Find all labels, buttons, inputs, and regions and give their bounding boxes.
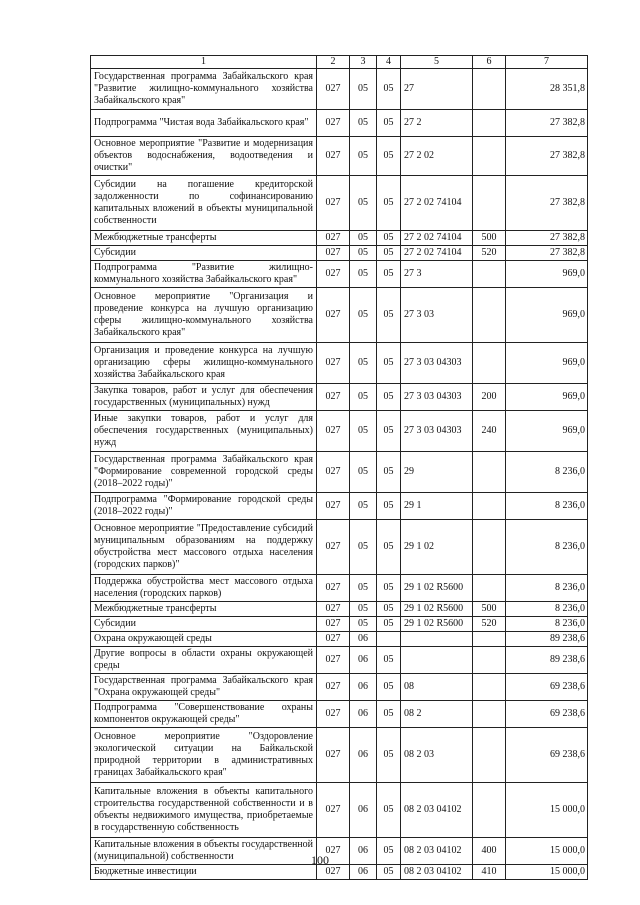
cell-amount: 8 236,0: [506, 493, 588, 520]
cell-name: Субсидии: [91, 246, 317, 261]
cell-expense-type: [473, 674, 506, 701]
column-header-4: 4: [377, 56, 401, 69]
cell-name: Межбюджетные трансферты: [91, 602, 317, 617]
cell-amount: 8 236,0: [506, 452, 588, 493]
cell-name: Капитальные вложения в объекты государственной (муниципальной) собственности: [91, 838, 317, 865]
cell-section: 06: [350, 838, 377, 865]
cell-subsection: 05: [377, 411, 401, 452]
table-row: [91, 137, 588, 176]
cell-amount: 27 382,8: [506, 110, 588, 137]
cell-expense-type: 520: [473, 246, 506, 261]
cell-target-article: 27 2 02: [401, 137, 473, 176]
cell-section: 06: [350, 728, 377, 783]
cell-subsection: 05: [377, 728, 401, 783]
cell-target-article: 08 2 03: [401, 728, 473, 783]
cell-name: Бюджетные инвестиции: [91, 865, 317, 880]
cell-target-article: 29 1 02 R5600: [401, 602, 473, 617]
cell-section: 05: [350, 231, 377, 246]
cell-expense-type: 520: [473, 617, 506, 632]
column-header-2: 2: [317, 56, 350, 69]
cell-expense-type: [473, 632, 506, 647]
table-row: [91, 783, 588, 838]
cell-amount: 28 351,8: [506, 69, 588, 110]
cell-admin-code: 027: [317, 411, 350, 452]
cell-admin-code: 027: [317, 246, 350, 261]
cell-section: 05: [350, 602, 377, 617]
cell-section: 05: [350, 493, 377, 520]
table-body: [91, 69, 588, 880]
cell-name: Межбюджетные трансферты: [91, 231, 317, 246]
cell-admin-code: 027: [317, 865, 350, 880]
cell-amount: 89 238,6: [506, 647, 588, 674]
cell-section: 05: [350, 246, 377, 261]
cell-name: Подпрограмма "Развитие жилищно-коммунального хозяйства Забайкальского края": [91, 261, 317, 288]
cell-expense-type: [473, 261, 506, 288]
cell-section: 05: [350, 452, 377, 493]
cell-target-article: 27 3 03 04303: [401, 384, 473, 411]
cell-expense-type: [473, 452, 506, 493]
column-header-7: 7: [506, 56, 588, 69]
cell-name: Государственная программа Забайкальского края "Формирование современной городской среды (2018–2022 годы)": [91, 452, 317, 493]
cell-admin-code: 027: [317, 617, 350, 632]
cell-target-article: 29 1 02: [401, 520, 473, 575]
table-row: [91, 602, 588, 617]
table-row: [91, 384, 588, 411]
cell-section: 05: [350, 288, 377, 343]
cell-subsection: 05: [377, 110, 401, 137]
cell-target-article: 29 1 02 R5600: [401, 617, 473, 632]
cell-target-article: 08 2 03 04102: [401, 865, 473, 880]
table-row: [91, 231, 588, 246]
table-row: [91, 452, 588, 493]
cell-section: 05: [350, 261, 377, 288]
cell-target-article: 27 2: [401, 110, 473, 137]
table-row: [91, 261, 588, 288]
cell-amount: 969,0: [506, 384, 588, 411]
cell-subsection: 05: [377, 520, 401, 575]
cell-section: 05: [350, 176, 377, 231]
cell-subsection: 05: [377, 575, 401, 602]
cell-admin-code: 027: [317, 384, 350, 411]
cell-name: Основное мероприятие "Организация и проведение конкурса на лучшую организацию сферы жилищно-коммунального хозяйства Забайкальского края": [91, 288, 317, 343]
cell-subsection: 05: [377, 246, 401, 261]
cell-name: Основное мероприятие "Развитие и модернизация объектов водоснабжения, водоотведения и очистки": [91, 137, 317, 176]
cell-target-article: 08 2: [401, 701, 473, 728]
cell-admin-code: 027: [317, 452, 350, 493]
header-row: [91, 56, 588, 69]
cell-expense-type: [473, 343, 506, 384]
table-row: [91, 110, 588, 137]
cell-admin-code: 027: [317, 288, 350, 343]
cell-target-article: 27 2 02 74104: [401, 231, 473, 246]
table-row: [91, 176, 588, 231]
cell-amount: 69 238,6: [506, 674, 588, 701]
cell-section: 05: [350, 520, 377, 575]
cell-expense-type: 200: [473, 384, 506, 411]
cell-section: 06: [350, 783, 377, 838]
cell-name: Субсидии: [91, 617, 317, 632]
cell-subsection: 05: [377, 288, 401, 343]
budget-table: [90, 55, 588, 880]
cell-target-article: 29 1 02 R5600: [401, 575, 473, 602]
cell-expense-type: [473, 575, 506, 602]
cell-amount: 15 000,0: [506, 783, 588, 838]
page-number: 100: [311, 853, 329, 867]
cell-name: Государственная программа Забайкальского края "Охрана окружающей среды": [91, 674, 317, 701]
cell-section: 05: [350, 110, 377, 137]
cell-section: 05: [350, 69, 377, 110]
cell-section: 06: [350, 647, 377, 674]
table-row: [91, 520, 588, 575]
cell-admin-code: 027: [317, 674, 350, 701]
cell-subsection: 05: [377, 343, 401, 384]
table-row: [91, 69, 588, 110]
cell-expense-type: 500: [473, 602, 506, 617]
cell-admin-code: 027: [317, 261, 350, 288]
cell-subsection: 05: [377, 176, 401, 231]
table-row: [91, 493, 588, 520]
cell-expense-type: [473, 647, 506, 674]
cell-name: Организация и проведение конкурса на лучшую организацию сферы жилищно-коммунального хозяйства Забайкальского края: [91, 343, 317, 384]
table-row: [91, 575, 588, 602]
table-row: [91, 701, 588, 728]
cell-subsection: 05: [377, 783, 401, 838]
cell-name: Подпрограмма "Чистая вода Забайкальского края": [91, 110, 317, 137]
cell-amount: 69 238,6: [506, 728, 588, 783]
cell-expense-type: [473, 493, 506, 520]
cell-expense-type: [473, 69, 506, 110]
cell-expense-type: 410: [473, 865, 506, 880]
cell-target-article: 27 3: [401, 261, 473, 288]
table-row: [91, 728, 588, 783]
cell-amount: 89 238,6: [506, 632, 588, 647]
cell-amount: 969,0: [506, 411, 588, 452]
cell-amount: 15 000,0: [506, 865, 588, 880]
cell-expense-type: [473, 728, 506, 783]
cell-subsection: 05: [377, 69, 401, 110]
cell-expense-type: [473, 783, 506, 838]
cell-target-article: 27 2 02 74104: [401, 176, 473, 231]
cell-amount: 8 236,0: [506, 617, 588, 632]
cell-admin-code: 027: [317, 575, 350, 602]
cell-amount: 69 238,6: [506, 701, 588, 728]
cell-name: Основное мероприятие "Предоставление субсидий муниципальным образованиям на поддержку обустройства мест массового отдыха населения (городских парков)": [91, 520, 317, 575]
cell-section: 06: [350, 674, 377, 701]
cell-name: Поддержка обустройства мест массового отдыха населения (городских парков): [91, 575, 317, 602]
cell-name: Субсидии на погашение кредиторской задолженности по софинансированию капитальных вложений в объекты муниципальной собственности: [91, 176, 317, 231]
table-row: [91, 632, 588, 647]
cell-name: Другие вопросы в области охраны окружающей среды: [91, 647, 317, 674]
cell-target-article: 27 3 03 04303: [401, 343, 473, 384]
cell-amount: 8 236,0: [506, 602, 588, 617]
cell-subsection: 05: [377, 452, 401, 493]
cell-amount: 27 382,8: [506, 231, 588, 246]
table-row: [91, 411, 588, 452]
cell-target-article: 27 3 03 04303: [401, 411, 473, 452]
cell-subsection: 05: [377, 617, 401, 632]
cell-amount: 8 236,0: [506, 520, 588, 575]
cell-target-article: [401, 647, 473, 674]
cell-section: 05: [350, 343, 377, 384]
cell-target-article: 27 3 03: [401, 288, 473, 343]
cell-admin-code: 027: [317, 493, 350, 520]
cell-subsection: 05: [377, 701, 401, 728]
cell-expense-type: 500: [473, 231, 506, 246]
cell-target-article: 08: [401, 674, 473, 701]
cell-target-article: 08 2 03 04102: [401, 838, 473, 865]
cell-expense-type: [473, 288, 506, 343]
cell-name: Основное мероприятие "Оздоровление экологической ситуации на Байкальской природной территории в административных границах Забайкальского края": [91, 728, 317, 783]
cell-section: 06: [350, 632, 377, 647]
cell-expense-type: [473, 701, 506, 728]
column-header-6: 6: [473, 56, 506, 69]
cell-name: Капитальные вложения в объекты капитального строительства государственной собственности и в объекты недвижимого имущества, приобретаемые в государственную собственность: [91, 783, 317, 838]
cell-admin-code: 027: [317, 231, 350, 246]
cell-expense-type: [473, 137, 506, 176]
cell-expense-type: [473, 520, 506, 575]
cell-subsection: 05: [377, 493, 401, 520]
cell-name: Подпрограмма "Формирование городской среды (2018–2022 годы)": [91, 493, 317, 520]
cell-amount: 969,0: [506, 288, 588, 343]
cell-name: Охрана окружающей среды: [91, 632, 317, 647]
cell-subsection: 05: [377, 647, 401, 674]
cell-amount: 27 382,8: [506, 246, 588, 261]
cell-admin-code: 027: [317, 838, 350, 865]
table-row: [91, 246, 588, 261]
cell-subsection: [377, 632, 401, 647]
cell-admin-code: 027: [317, 137, 350, 176]
cell-name: Государственная программа Забайкальского края "Развитие жилищно-коммунального хозяйства Забайкальского края": [91, 69, 317, 110]
cell-amount: 15 000,0: [506, 838, 588, 865]
table-row: [91, 343, 588, 384]
cell-amount: 27 382,8: [506, 137, 588, 176]
cell-target-article: 29 1: [401, 493, 473, 520]
cell-admin-code: 027: [317, 110, 350, 137]
column-header-1: 1: [91, 56, 317, 69]
cell-section: 06: [350, 701, 377, 728]
cell-name: Подпрограмма "Совершенствование охраны компонентов окружающей среды": [91, 701, 317, 728]
cell-target-article: 27: [401, 69, 473, 110]
cell-admin-code: 027: [317, 701, 350, 728]
cell-expense-type: 400: [473, 838, 506, 865]
cell-admin-code: 027: [317, 69, 350, 110]
cell-section: 05: [350, 384, 377, 411]
cell-subsection: 05: [377, 674, 401, 701]
cell-section: 05: [350, 575, 377, 602]
cell-subsection: 05: [377, 602, 401, 617]
cell-target-article: [401, 632, 473, 647]
cell-target-article: 27 2 02 74104: [401, 246, 473, 261]
cell-admin-code: 027: [317, 783, 350, 838]
cell-amount: 969,0: [506, 343, 588, 384]
cell-section: 05: [350, 137, 377, 176]
cell-subsection: 05: [377, 231, 401, 246]
cell-admin-code: 027: [317, 632, 350, 647]
cell-name: Иные закупки товаров, работ и услуг для обеспечения государственных (муниципальных) нужд: [91, 411, 317, 452]
cell-subsection: 05: [377, 261, 401, 288]
cell-section: 05: [350, 617, 377, 632]
cell-section: 06: [350, 865, 377, 880]
cell-subsection: 05: [377, 865, 401, 880]
cell-admin-code: 027: [317, 602, 350, 617]
table-row: [91, 288, 588, 343]
cell-amount: 27 382,8: [506, 176, 588, 231]
column-header-3: 3: [350, 56, 377, 69]
cell-target-article: 29: [401, 452, 473, 493]
cell-admin-code: 027: [317, 728, 350, 783]
cell-name: Закупка товаров, работ и услуг для обеспечения государственных (муниципальных) нужд: [91, 384, 317, 411]
cell-section: 05: [350, 411, 377, 452]
table-row: [91, 647, 588, 674]
table-row: [91, 674, 588, 701]
cell-subsection: 05: [377, 137, 401, 176]
cell-amount: 8 236,0: [506, 575, 588, 602]
cell-admin-code: 027: [317, 343, 350, 384]
cell-admin-code: 027: [317, 520, 350, 575]
table-row: [91, 617, 588, 632]
cell-subsection: 05: [377, 384, 401, 411]
cell-target-article: 08 2 03 04102: [401, 783, 473, 838]
cell-expense-type: [473, 110, 506, 137]
cell-expense-type: 240: [473, 411, 506, 452]
cell-admin-code: 027: [317, 176, 350, 231]
cell-subsection: 05: [377, 838, 401, 865]
cell-expense-type: [473, 176, 506, 231]
cell-admin-code: 027: [317, 647, 350, 674]
column-header-5: 5: [401, 56, 473, 69]
cell-amount: 969,0: [506, 261, 588, 288]
